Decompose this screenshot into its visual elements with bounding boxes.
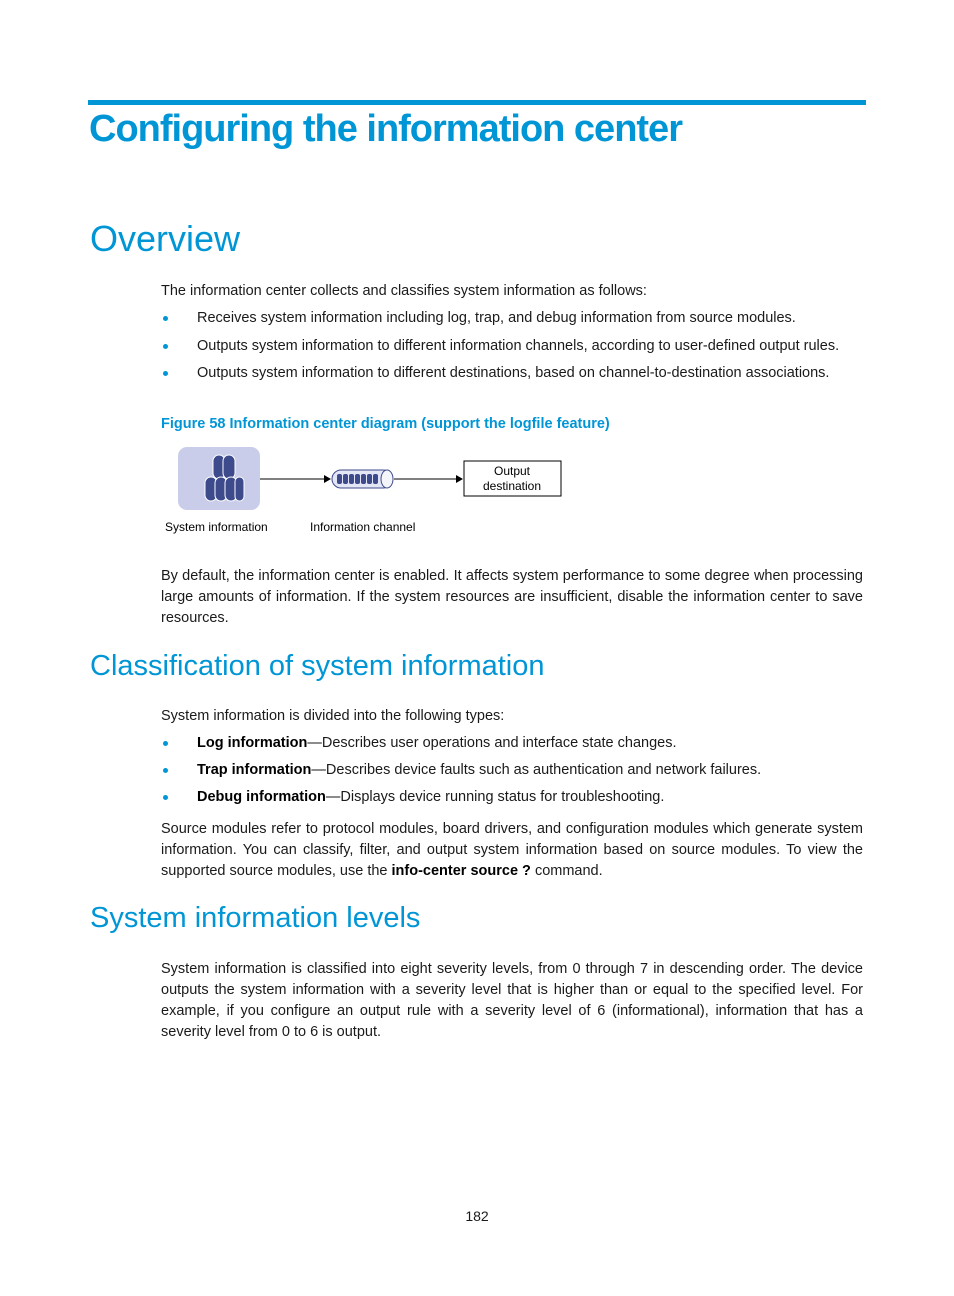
output-label-line1: Output <box>493 464 531 478</box>
list-item <box>161 336 863 357</box>
bullet-icon <box>163 795 168 800</box>
source-modules-paragraph <box>161 819 863 882</box>
page-number: 182 <box>465 1208 489 1224</box>
bullet-text: Outputs system information to different destinations, based on channel-to-destination associations. <box>197 365 830 381</box>
arrow-icon <box>394 475 463 483</box>
classification-list <box>161 733 863 808</box>
bullet-icon <box>163 344 168 349</box>
list-item <box>161 308 863 329</box>
information-center-diagram <box>160 442 580 542</box>
command-text: info-center source ? <box>391 863 531 879</box>
overview-heading: Overview <box>90 218 241 259</box>
channel-label: Information channel <box>310 520 416 534</box>
list-item <box>161 733 863 754</box>
arrow-icon <box>260 475 331 483</box>
type-description: —Displays device running status for troubleshooting. <box>325 789 665 805</box>
paragraph-text: Source modules refer to protocol modules, board drivers, and configuration modules which generate system information. You can classify, filter, and output system information based on source modules. To view the supported source modules, use the <box>161 821 863 879</box>
type-description: —Describes user operations and interface state changes. <box>307 735 677 751</box>
overview-paragraph: By default, the information center is enabled. It affects system performance to some degree when processing large amounts of information. If the system resources are insufficient, disable the information center to save resources. <box>161 568 863 626</box>
bullet-text: Receives system information including log, trap, and debug information from source modules. <box>197 310 796 326</box>
type-term: Debug information <box>197 789 326 805</box>
list-item <box>161 363 863 384</box>
overview-intro: The information center collects and classifies system information as follows: <box>161 283 647 299</box>
system-information-icon <box>178 447 260 510</box>
bullet-icon <box>163 768 168 773</box>
figure-caption: Figure 58 Information center diagram (support the logfile feature) <box>161 416 610 432</box>
source-label: System information <box>165 520 268 534</box>
overview-bullet-list <box>161 308 863 384</box>
bullet-icon <box>163 316 168 321</box>
classification-heading: Classification of system information <box>90 650 545 682</box>
list-item <box>161 760 863 781</box>
levels-paragraph: System information is classified into eight severity levels, from 0 through 7 in descending order. The device outputs the system information with a severity level that is higher than or equal to the specified level. For example, if you configure an output rule with a severity level of 6 (informational), information that has a severity level from 0 to 6 is output. <box>161 961 863 1040</box>
information-channel-icon <box>332 470 393 488</box>
type-description: —Describes device faults such as authentication and network failures. <box>311 762 762 778</box>
paragraph-text: command. <box>530 863 603 879</box>
output-label-line2: destination <box>482 479 542 493</box>
type-term: Trap information <box>197 762 312 778</box>
levels-heading: System information levels <box>90 902 421 934</box>
classification-intro: System information is divided into the following types: <box>161 708 505 724</box>
bullet-icon <box>163 741 168 746</box>
type-term: Log information <box>197 735 308 751</box>
chapter-top-rule <box>88 100 866 105</box>
list-item <box>161 787 863 808</box>
bullet-text: Outputs system information to different information channels, according to user-defined output rules. <box>197 338 840 354</box>
bullet-icon <box>163 371 168 376</box>
chapter-title: Configuring the information center <box>89 108 682 150</box>
